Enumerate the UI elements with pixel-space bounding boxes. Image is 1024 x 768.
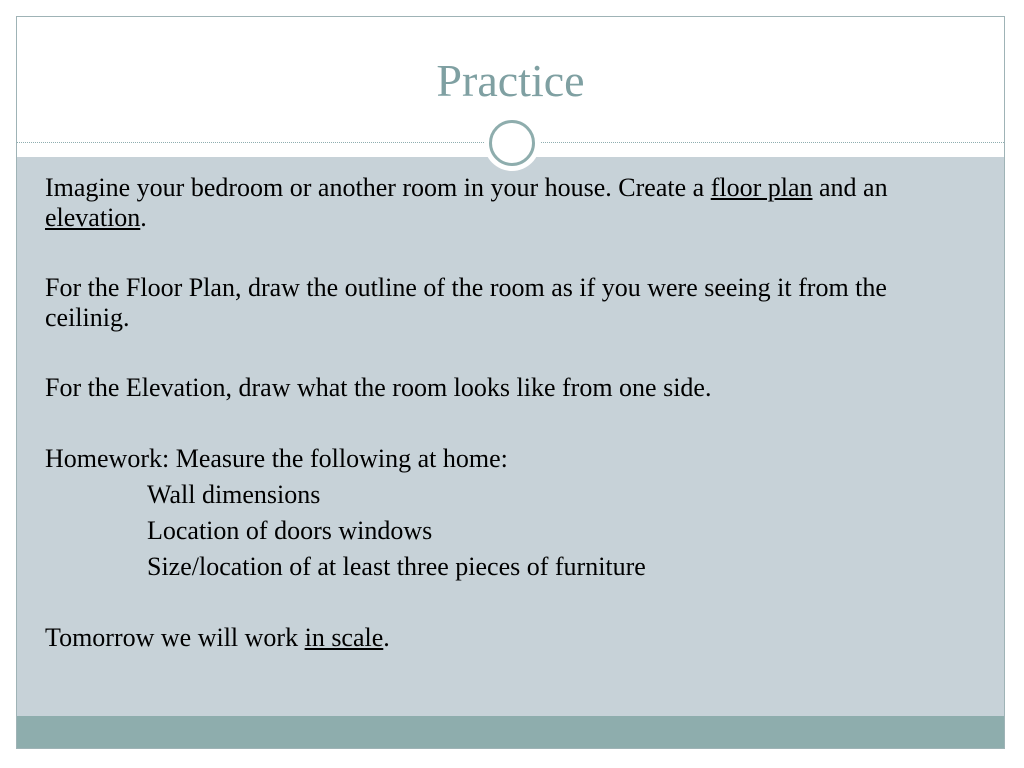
intro-text: Imagine your bedroom or another room in your house. Create a xyxy=(45,173,711,202)
paragraph-floor-plan: For the Floor Plan, draw the outline of the room as if you were seeing it from the ceilinig. xyxy=(45,273,887,332)
tomorrow-period: . xyxy=(383,623,390,652)
elevation-term: elevation xyxy=(45,203,141,232)
paragraph-tomorrow xyxy=(45,623,975,653)
homework-heading: Homework: Measure the following at home: xyxy=(45,444,508,473)
homework-item: Size/location of at least three pieces of furniture xyxy=(147,552,646,581)
paragraph-intro xyxy=(45,173,975,233)
ring-icon xyxy=(489,120,535,166)
intro-connector: and an xyxy=(812,173,888,202)
in-scale-term: in scale xyxy=(304,623,384,652)
tomorrow-text: Tomorrow we will work xyxy=(45,623,305,652)
intro-period: . xyxy=(140,203,147,232)
paragraph-elevation: For the Elevation, draw what the room looks like from one side. xyxy=(45,373,712,402)
slide-title: Practice xyxy=(436,55,585,106)
circle-ornament-icon xyxy=(484,115,540,171)
footer-bar xyxy=(17,716,1004,749)
slide xyxy=(16,16,1005,749)
floor-plan-term: floor plan xyxy=(710,173,813,202)
homework-item: Wall dimensions xyxy=(147,480,321,509)
slide-body xyxy=(45,173,975,653)
homework-item: Location of doors windows xyxy=(147,516,433,545)
